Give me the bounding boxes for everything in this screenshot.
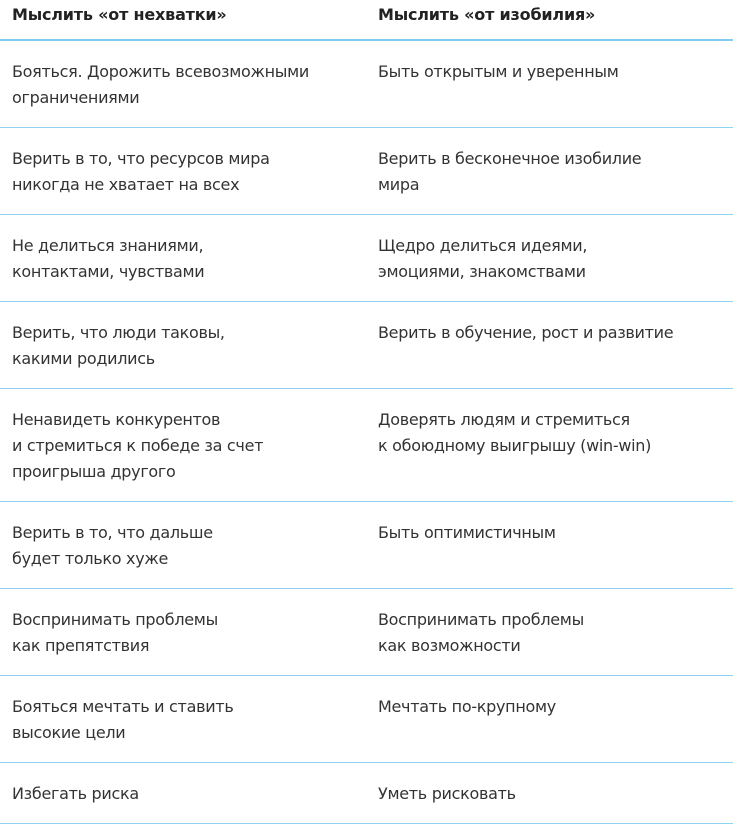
cell-scarcity: Верить в то, что ресурсов мира никогда не хватает на всех (12, 149, 270, 194)
cell-scarcity: Не делиться знаниями, контактами, чувствами (12, 236, 205, 281)
table-row (0, 128, 733, 215)
table-header (0, 0, 733, 41)
cell-abundance: Воспринимать проблемы как возможности (378, 610, 584, 655)
table-row (0, 389, 733, 502)
cell-scarcity: Избегать риска (12, 784, 139, 803)
cell-abundance: Верить в обучение, рост и развитие (378, 323, 674, 342)
cell-scarcity: Верить, что люди таковы, какими родились (12, 323, 225, 368)
cell-scarcity: Верить в то, что дальше будет только хуже (12, 523, 213, 568)
table-row (0, 302, 733, 389)
header-scarcity: Мыслить «от нехватки» (12, 5, 227, 24)
table-row (0, 502, 733, 589)
cell-scarcity: Бояться. Дорожить всевозможными ограничениями (12, 62, 309, 107)
cell-abundance: Доверять людям и стремиться к обоюдному выигрышу (win-win) (378, 410, 652, 455)
header-abundance: Мыслить «от изобилия» (378, 5, 596, 24)
table-row (0, 589, 733, 676)
table-row (0, 676, 733, 763)
cell-abundance: Быть оптимистичным (378, 523, 556, 542)
cell-scarcity: Бояться мечтать и ставить высокие цели (12, 697, 234, 742)
cell-abundance: Мечтать по-крупному (378, 697, 556, 716)
cell-abundance: Щедро делиться идеями, эмоциями, знакомствами (378, 236, 588, 281)
table-row (0, 763, 733, 824)
table-row (0, 215, 733, 302)
cell-scarcity: Воспринимать проблемы как препятствия (12, 610, 218, 655)
cell-scarcity: Ненавидеть конкурентов и стремиться к победе за счет проигрыша другого (12, 410, 264, 481)
cell-abundance: Быть открытым и уверенным (378, 62, 619, 81)
cell-abundance: Уметь рисковать (378, 784, 516, 803)
table-row (0, 41, 733, 128)
cell-abundance: Верить в бесконечное изобилие мира (378, 149, 642, 194)
